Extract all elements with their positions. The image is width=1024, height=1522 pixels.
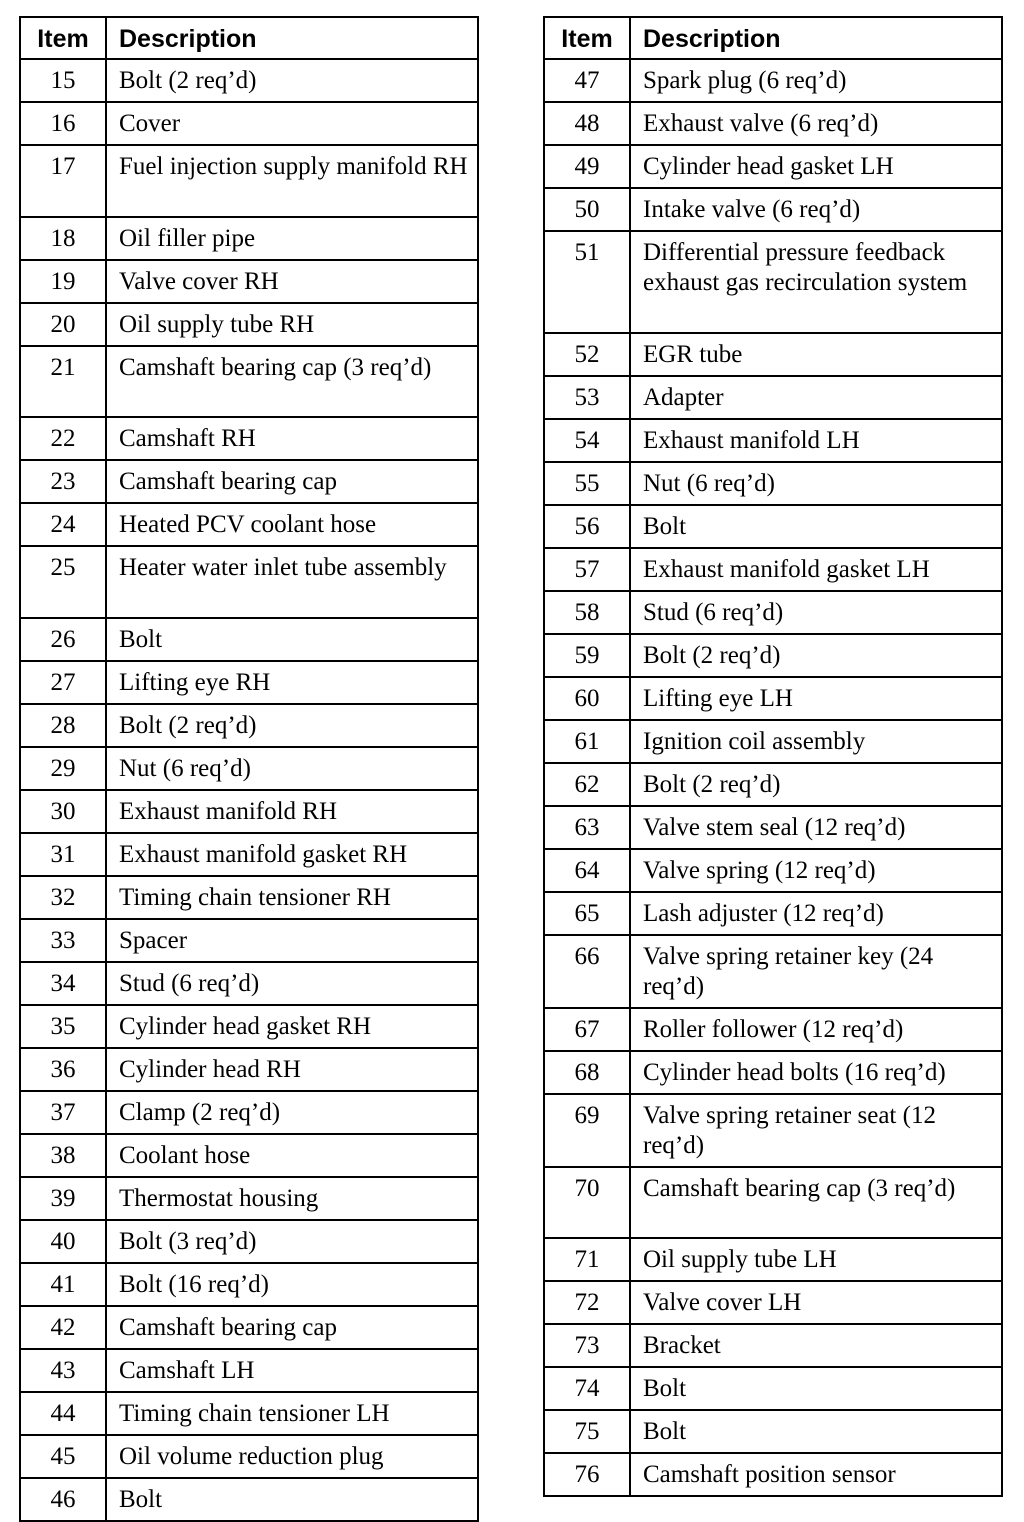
description-cell: Bolt (3 req’d) xyxy=(106,1220,478,1263)
table-row xyxy=(20,346,478,418)
table-row xyxy=(544,720,1002,763)
item-number-cell: 20 xyxy=(20,303,106,346)
table-row xyxy=(544,1238,1002,1281)
item-number-cell: 34 xyxy=(20,962,106,1005)
table-row xyxy=(20,962,478,1005)
description-cell: Camshaft bearing cap xyxy=(106,1306,478,1349)
description-cell: Exhaust manifold gasket LH xyxy=(630,548,1002,591)
item-number-cell: 55 xyxy=(544,462,630,505)
table-row xyxy=(544,1324,1002,1367)
item-number-cell: 19 xyxy=(20,260,106,303)
item-number-cell: 56 xyxy=(544,505,630,548)
description-cell: Camshaft bearing cap xyxy=(106,460,478,503)
table-row xyxy=(544,231,1002,333)
description-cell: Oil filler pipe xyxy=(106,217,478,260)
item-number-cell: 54 xyxy=(544,419,630,462)
description-cell: Valve spring (12 req’d) xyxy=(630,849,1002,892)
item-number-cell: 27 xyxy=(20,661,106,704)
parts-table-left xyxy=(19,16,479,1522)
description-cell: Nut (6 req’d) xyxy=(630,462,1002,505)
table-row xyxy=(544,677,1002,720)
table-row xyxy=(544,1281,1002,1324)
description-cell: Valve spring retainer seat (12 req’d) xyxy=(630,1094,1002,1167)
table-row xyxy=(20,1177,478,1220)
item-number-cell: 28 xyxy=(20,704,106,747)
item-number-cell: 24 xyxy=(20,503,106,546)
table-row xyxy=(20,145,478,217)
description-cell: Bolt (2 req’d) xyxy=(106,704,478,747)
description-cell: Exhaust manifold RH xyxy=(106,790,478,833)
item-number-cell: 53 xyxy=(544,376,630,419)
table-row xyxy=(544,1094,1002,1167)
table-row xyxy=(20,1091,478,1134)
item-number-cell: 40 xyxy=(20,1220,106,1263)
description-cell: Cover xyxy=(106,102,478,145)
item-number-cell: 67 xyxy=(544,1008,630,1051)
item-column-header: Item xyxy=(20,17,106,59)
description-cell: Cylinder head RH xyxy=(106,1048,478,1091)
description-cell: Differential pressure feedback exhaust gas recirculation system xyxy=(630,231,1002,333)
description-cell: Lifting eye RH xyxy=(106,661,478,704)
description-cell: Timing chain tensioner RH xyxy=(106,876,478,919)
table-row xyxy=(544,1051,1002,1094)
table-row xyxy=(544,548,1002,591)
description-cell: Nut (6 req’d) xyxy=(106,747,478,790)
table-row xyxy=(544,59,1002,102)
item-number-cell: 47 xyxy=(544,59,630,102)
table-row xyxy=(544,1008,1002,1051)
table-row xyxy=(544,188,1002,231)
description-cell: Stud (6 req’d) xyxy=(106,962,478,1005)
item-number-cell: 50 xyxy=(544,188,630,231)
item-number-cell: 23 xyxy=(20,460,106,503)
description-cell: Oil volume reduction plug xyxy=(106,1435,478,1478)
description-cell: Cylinder head gasket RH xyxy=(106,1005,478,1048)
table-row xyxy=(20,503,478,546)
table-row xyxy=(544,892,1002,935)
table-row xyxy=(20,1478,478,1521)
item-number-cell: 22 xyxy=(20,417,106,460)
table-row xyxy=(544,806,1002,849)
table-row xyxy=(544,505,1002,548)
table-row xyxy=(544,763,1002,806)
table-row xyxy=(544,333,1002,376)
table-row xyxy=(544,1367,1002,1410)
item-number-cell: 75 xyxy=(544,1410,630,1453)
table-row xyxy=(544,145,1002,188)
description-cell: Camshaft RH xyxy=(106,417,478,460)
description-cell: Spacer xyxy=(106,919,478,962)
table-row xyxy=(20,747,478,790)
description-cell: Valve cover LH xyxy=(630,1281,1002,1324)
table-row xyxy=(20,1392,478,1435)
table-row xyxy=(20,260,478,303)
item-number-cell: 74 xyxy=(544,1367,630,1410)
table-row xyxy=(20,876,478,919)
table-row xyxy=(544,1453,1002,1496)
description-cell: Oil supply tube RH xyxy=(106,303,478,346)
table-row xyxy=(20,1048,478,1091)
table-row xyxy=(20,1349,478,1392)
item-number-cell: 42 xyxy=(20,1306,106,1349)
item-number-cell: 73 xyxy=(544,1324,630,1367)
description-cell: Valve spring retainer key (24 req’d) xyxy=(630,935,1002,1008)
table-row xyxy=(544,376,1002,419)
item-number-cell: 64 xyxy=(544,849,630,892)
description-cell: Camshaft bearing cap (3 req’d) xyxy=(106,346,478,418)
item-number-cell: 38 xyxy=(20,1134,106,1177)
description-cell: Adapter xyxy=(630,376,1002,419)
description-cell: Camshaft LH xyxy=(106,1349,478,1392)
table-header-row xyxy=(20,17,478,59)
table-row xyxy=(544,591,1002,634)
item-number-cell: 30 xyxy=(20,790,106,833)
description-column-header: Description xyxy=(106,17,478,59)
item-number-cell: 48 xyxy=(544,102,630,145)
item-number-cell: 39 xyxy=(20,1177,106,1220)
description-cell: Roller follower (12 req’d) xyxy=(630,1008,1002,1051)
description-cell: Spark plug (6 req’d) xyxy=(630,59,1002,102)
item-number-cell: 62 xyxy=(544,763,630,806)
item-number-cell: 68 xyxy=(544,1051,630,1094)
description-cell: Intake valve (6 req’d) xyxy=(630,188,1002,231)
description-cell: Coolant hose xyxy=(106,1134,478,1177)
item-number-cell: 46 xyxy=(20,1478,106,1521)
item-number-cell: 70 xyxy=(544,1167,630,1239)
table-row xyxy=(20,417,478,460)
table-row xyxy=(20,1134,478,1177)
description-cell: Stud (6 req’d) xyxy=(630,591,1002,634)
item-number-cell: 49 xyxy=(544,145,630,188)
description-cell: Bolt xyxy=(106,1478,478,1521)
item-number-cell: 26 xyxy=(20,618,106,661)
description-cell: Bolt (16 req’d) xyxy=(106,1263,478,1306)
item-number-cell: 60 xyxy=(544,677,630,720)
item-number-cell: 44 xyxy=(20,1392,106,1435)
parts-table-left-body xyxy=(20,59,478,1521)
table-row xyxy=(20,618,478,661)
item-number-cell: 66 xyxy=(544,935,630,1008)
item-number-cell: 18 xyxy=(20,217,106,260)
table-row xyxy=(20,102,478,145)
item-number-cell: 43 xyxy=(20,1349,106,1392)
table-row xyxy=(544,102,1002,145)
parts-table-right-body xyxy=(544,59,1002,1496)
description-cell: Bolt (2 req’d) xyxy=(630,763,1002,806)
item-number-cell: 35 xyxy=(20,1005,106,1048)
description-cell: Camshaft position sensor xyxy=(630,1453,1002,1496)
item-number-cell: 65 xyxy=(544,892,630,935)
item-number-cell: 51 xyxy=(544,231,630,333)
description-cell: Bolt (2 req’d) xyxy=(630,634,1002,677)
item-number-cell: 36 xyxy=(20,1048,106,1091)
item-number-cell: 59 xyxy=(544,634,630,677)
table-row xyxy=(544,1410,1002,1453)
item-number-cell: 15 xyxy=(20,59,106,102)
item-number-cell: 58 xyxy=(544,591,630,634)
table-row xyxy=(20,1435,478,1478)
table-row xyxy=(544,419,1002,462)
table-row xyxy=(20,790,478,833)
table-row xyxy=(20,833,478,876)
item-number-cell: 17 xyxy=(20,145,106,217)
item-number-cell: 16 xyxy=(20,102,106,145)
description-cell: Cylinder head gasket LH xyxy=(630,145,1002,188)
item-number-cell: 33 xyxy=(20,919,106,962)
item-number-cell: 57 xyxy=(544,548,630,591)
table-row xyxy=(20,1306,478,1349)
table-row xyxy=(544,1167,1002,1239)
description-cell: Valve stem seal (12 req’d) xyxy=(630,806,1002,849)
table-row xyxy=(20,661,478,704)
item-number-cell: 63 xyxy=(544,806,630,849)
description-cell: Thermostat housing xyxy=(106,1177,478,1220)
item-column-header: Item xyxy=(544,17,630,59)
table-row xyxy=(544,634,1002,677)
table-row xyxy=(20,303,478,346)
description-cell: Ignition coil assembly xyxy=(630,720,1002,763)
item-number-cell: 52 xyxy=(544,333,630,376)
item-number-cell: 25 xyxy=(20,546,106,618)
description-cell: EGR tube xyxy=(630,333,1002,376)
item-number-cell: 37 xyxy=(20,1091,106,1134)
description-cell: Heater water inlet tube assembly xyxy=(106,546,478,618)
description-cell: Fuel injection supply manifold RH xyxy=(106,145,478,217)
table-row xyxy=(20,59,478,102)
description-cell: Bolt xyxy=(106,618,478,661)
table-row xyxy=(20,1220,478,1263)
description-cell: Oil supply tube LH xyxy=(630,1238,1002,1281)
table-header-row xyxy=(544,17,1002,59)
description-cell: Bolt xyxy=(630,1410,1002,1453)
item-number-cell: 29 xyxy=(20,747,106,790)
description-cell: Lash adjuster (12 req’d) xyxy=(630,892,1002,935)
item-number-cell: 32 xyxy=(20,876,106,919)
table-row xyxy=(20,704,478,747)
description-cell: Bolt xyxy=(630,505,1002,548)
description-cell: Lifting eye LH xyxy=(630,677,1002,720)
description-cell: Bolt (2 req’d) xyxy=(106,59,478,102)
item-number-cell: 41 xyxy=(20,1263,106,1306)
description-cell: Bolt xyxy=(630,1367,1002,1410)
table-row xyxy=(20,217,478,260)
description-cell: Heated PCV coolant hose xyxy=(106,503,478,546)
description-cell: Bracket xyxy=(630,1324,1002,1367)
item-number-cell: 69 xyxy=(544,1094,630,1167)
table-row xyxy=(20,1263,478,1306)
table-row xyxy=(20,460,478,503)
table-row xyxy=(544,462,1002,505)
description-column-header: Description xyxy=(630,17,1002,59)
table-row xyxy=(544,849,1002,892)
item-number-cell: 76 xyxy=(544,1453,630,1496)
parts-table-right xyxy=(543,16,1003,1497)
table-row xyxy=(20,546,478,618)
item-number-cell: 31 xyxy=(20,833,106,876)
description-cell: Camshaft bearing cap (3 req’d) xyxy=(630,1167,1002,1239)
description-cell: Cylinder head bolts (16 req’d) xyxy=(630,1051,1002,1094)
item-number-cell: 72 xyxy=(544,1281,630,1324)
item-number-cell: 21 xyxy=(20,346,106,418)
table-row xyxy=(20,1005,478,1048)
description-cell: Exhaust manifold gasket RH xyxy=(106,833,478,876)
description-cell: Exhaust valve (6 req’d) xyxy=(630,102,1002,145)
description-cell: Exhaust manifold LH xyxy=(630,419,1002,462)
table-row xyxy=(544,935,1002,1008)
description-cell: Timing chain tensioner LH xyxy=(106,1392,478,1435)
description-cell: Valve cover RH xyxy=(106,260,478,303)
table-row xyxy=(20,919,478,962)
description-cell: Clamp (2 req’d) xyxy=(106,1091,478,1134)
item-number-cell: 71 xyxy=(544,1238,630,1281)
item-number-cell: 61 xyxy=(544,720,630,763)
item-number-cell: 45 xyxy=(20,1435,106,1478)
